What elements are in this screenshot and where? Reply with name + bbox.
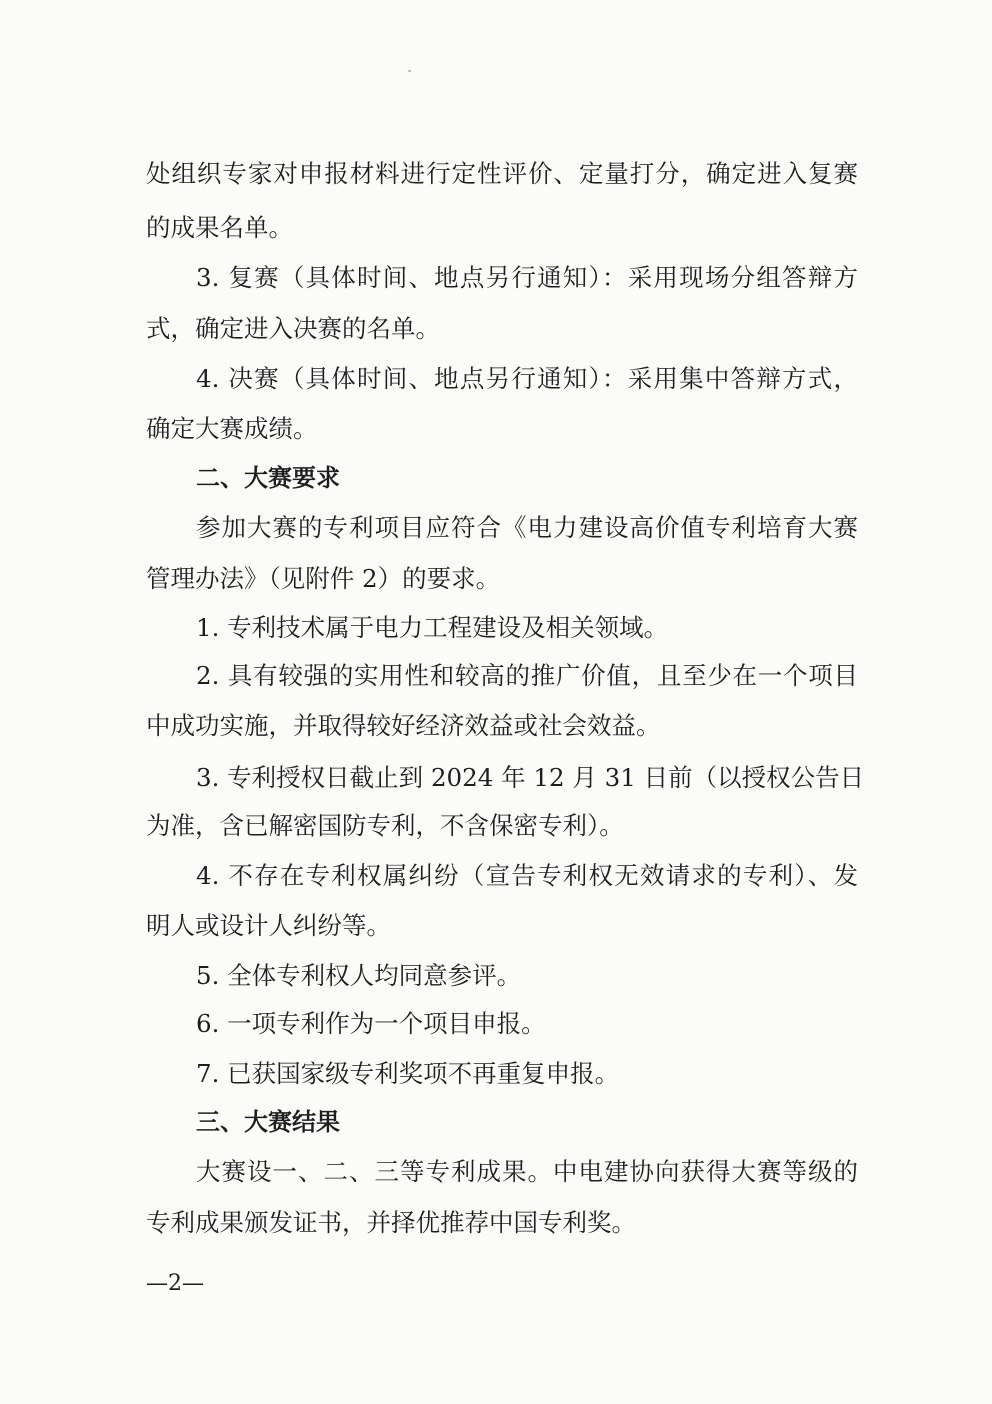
paragraph-line: 管理办法》（见附件 2）的要求。 — [146, 564, 501, 593]
paragraph-line: 7. 已获国家级专利奖项不再重复申报。 — [196, 1059, 620, 1088]
paragraph-line: 2. 具有较强的实用性和较高的推广价值，且至少在一个项目 — [196, 661, 858, 690]
page-number: —2— — [146, 1271, 204, 1296]
paragraph-line: 3. 复赛（具体时间、地点另行通知）：采用现场分组答辩方 — [196, 263, 858, 292]
section-heading: 二、大赛要求 — [196, 464, 340, 492]
paragraph-line: 4. 决赛（具体时间、地点另行通知）：采用集中答辩方式， — [196, 364, 858, 393]
paragraph-line: 4. 不存在专利权属纠纷（宣告专利权无效请求的专利）、发 — [196, 861, 858, 890]
paragraph-line: 1. 专利技术属于电力工程建设及相关领域。 — [196, 613, 669, 642]
paragraph-line: 3. 专利授权日截止到 2024 年 12 月 31 日前（以授权公告日 — [196, 763, 865, 792]
paragraph-line: 的成果名单。 — [146, 213, 293, 242]
paragraph-line: 为准，含已解密国防专利，不含保密专利）。 — [146, 811, 624, 840]
paragraph-line: 参加大赛的专利项目应符合《电力建设高价值专利培育大赛 — [196, 513, 858, 542]
scan-speck — [408, 70, 411, 72]
paragraph-line: 5. 全体专利权人均同意参评。 — [196, 961, 522, 990]
paragraph-line: 专利成果颁发证书，并择优推荐中国专利奖。 — [146, 1208, 636, 1237]
paragraph-line: 大赛设一、二、三等专利成果。中电建协向获得大赛等级的 — [196, 1157, 858, 1186]
paragraph-line: 处组织专家对申报材料进行定性评价、定量打分，确定进入复赛 — [146, 159, 858, 188]
paragraph-line: 6. 一项专利作为一个项目申报。 — [196, 1009, 546, 1038]
paragraph-line: 确定大赛成绩。 — [146, 414, 318, 443]
paragraph-line: 明人或设计人纠纷等。 — [146, 911, 391, 940]
paragraph-line: 式，确定进入决赛的名单。 — [146, 314, 440, 343]
section-heading: 三、大赛结果 — [196, 1108, 340, 1136]
paragraph-line: 中成功实施，并取得较好经济效益或社会效益。 — [146, 711, 661, 740]
